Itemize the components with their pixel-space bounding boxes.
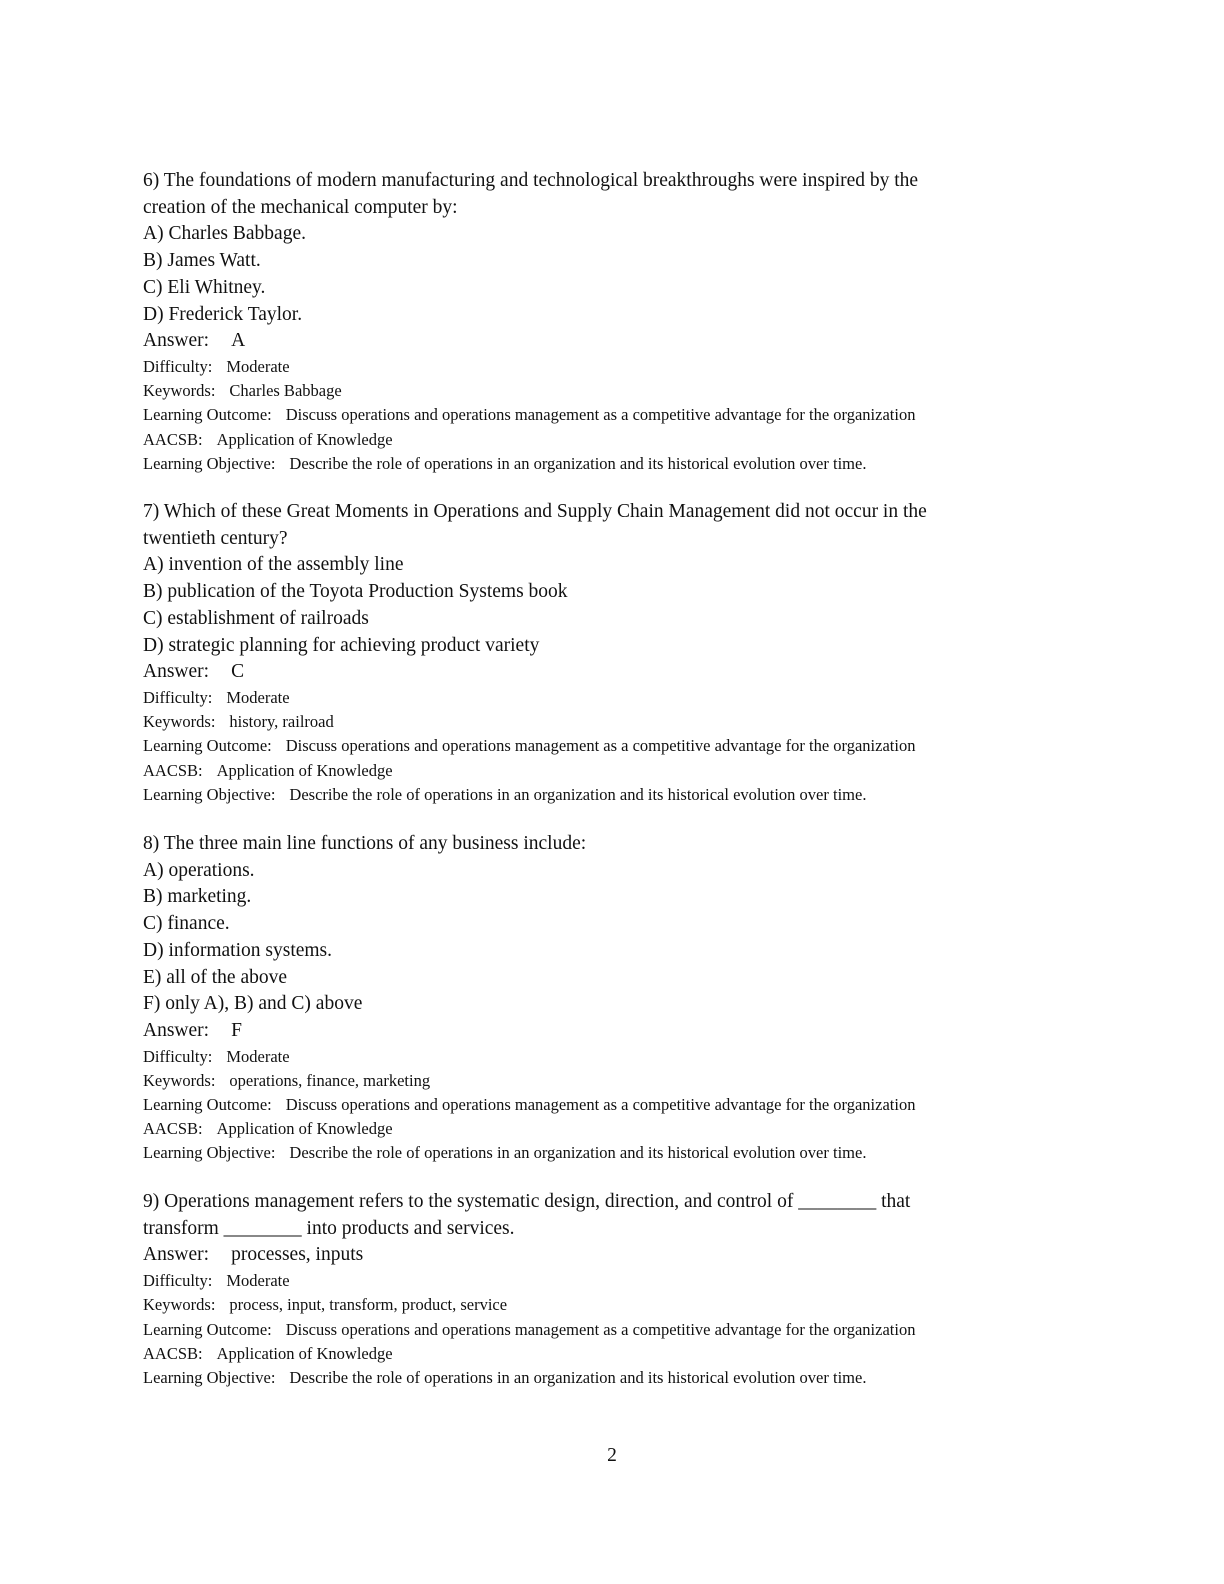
answer-label: Answer: [143,330,210,352]
aacsb-value: Application of Knowledge [216,760,393,780]
learning-outcome-label: Learning Outcome: [143,1319,272,1339]
answer-value: A [231,330,246,352]
difficulty-value: Moderate [226,687,290,707]
keywords-value: process, input, transform, product, service [229,1295,508,1315]
keywords-value: operations, finance, marketing [229,1070,431,1090]
question-7 [143,499,1083,807]
learning-objective-value: Describe the role of operations in an organization and its historical evolution over time. [289,453,867,473]
aacsb-value: Application of Knowledge [216,1343,393,1363]
choice-a: A) Charles Babbage. [143,223,306,245]
learning-objective-value: Describe the role of operations in an organization and its historical evolution over time. [289,784,867,804]
keywords-label: Keywords: [143,712,216,732]
learning-outcome-label: Learning Outcome: [143,736,272,756]
answer-row [143,328,1083,355]
aacsb-label: AACSB: [143,760,203,780]
learning-outcome-row [143,403,1083,427]
aacsb-label: AACSB: [143,429,203,449]
learning-objective-label: Learning Objective: [143,1143,276,1163]
difficulty-value: Moderate [226,1271,290,1291]
choice-e: E) all of the above [143,966,288,988]
keywords-label: Keywords: [143,1070,216,1090]
aacsb-row [143,1342,1083,1366]
choice-d: D) Frederick Taylor. [143,303,303,325]
choice-a: A) invention of the assembly line [143,554,404,576]
answer-row [143,1018,1083,1045]
learning-objective-value: Describe the role of operations in an organization and its historical evolution over time. [289,1367,867,1387]
keywords-row [143,710,1083,734]
learning-objective-value: Describe the role of operations in an organization and its historical evolution over time. [289,1143,867,1163]
learning-objective-row [143,1366,1083,1390]
choice-d: D) information systems. [143,939,333,961]
learning-objective-label: Learning Objective: [143,1367,276,1387]
keywords-value: history, railroad [229,712,334,732]
choice-c: C) Eli Whitney. [143,276,266,298]
answer-value: processes, inputs [231,1244,364,1266]
aacsb-row [143,759,1083,783]
learning-objective-label: Learning Objective: [143,784,276,804]
keywords-label: Keywords: [143,381,216,401]
learning-objective-row [143,783,1083,807]
aacsb-value: Application of Knowledge [216,429,393,449]
difficulty-label: Difficulty: [143,687,213,707]
difficulty-label: Difficulty: [143,1046,213,1066]
question-6 [143,168,1083,476]
learning-outcome-row [143,1318,1083,1342]
learning-outcome-value: Discuss operations and operations management as a competitive advantage for the organization [285,1319,916,1339]
choice-c: C) finance. [143,913,230,935]
learning-outcome-row [143,734,1083,758]
answer-label: Answer: [143,1244,210,1266]
aacsb-label: AACSB: [143,1119,203,1139]
question-9 [143,1189,1083,1390]
difficulty-value: Moderate [226,356,290,376]
answer-value: F [231,1019,242,1041]
choice-d: D) strategic planning for achieving product variety [143,634,540,656]
question-8 [143,831,1083,1166]
choice-b: B) publication of the Toyota Production Systems book [143,581,568,603]
question-stem: 7) Which of these Great Moments in Operations and Supply Chain Management did not occur in the twentieth century? [143,501,927,549]
aacsb-label: AACSB: [143,1343,203,1363]
learning-objective-row [143,1141,1083,1165]
difficulty-row [143,686,1083,710]
keywords-label: Keywords: [143,1295,216,1315]
answer-row [143,1242,1083,1269]
answer-value: C [231,661,245,683]
aacsb-value: Application of Knowledge [216,1119,393,1139]
learning-outcome-value: Discuss operations and operations management as a competitive advantage for the organization [285,1095,916,1115]
difficulty-row [143,1045,1083,1069]
question-stem: 9) Operations management refers to the systematic design, direction, and control of ________ that transform ________ into products and services. [143,1191,911,1239]
aacsb-row [143,428,1083,452]
learning-outcome-label: Learning Outcome: [143,405,272,425]
question-stem: 8) The three main line functions of any business include: [143,833,587,854]
learning-objective-row [143,452,1083,476]
answer-label: Answer: [143,1019,210,1041]
difficulty-value: Moderate [226,1046,290,1066]
choice-c: C) establishment of railroads [143,607,369,629]
learning-outcome-row [143,1093,1083,1117]
page-number: 2 [607,1445,617,1466]
difficulty-label: Difficulty: [143,1271,213,1291]
choice-a: A) operations. [143,859,255,881]
answer-label: Answer: [143,661,210,683]
learning-outcome-value: Discuss operations and operations management as a competitive advantage for the organization [285,736,916,756]
learning-objective-label: Learning Objective: [143,453,276,473]
difficulty-label: Difficulty: [143,356,213,376]
keywords-row [143,1293,1083,1317]
keywords-value: Charles Babbage [229,381,342,401]
choice-b: B) James Watt. [143,250,261,272]
choice-b: B) marketing. [143,886,252,908]
keywords-row [143,1069,1083,1093]
keywords-row [143,379,1083,403]
aacsb-row [143,1117,1083,1141]
answer-row [143,659,1083,686]
question-stem: 6) The foundations of modern manufacturing and technological breakthroughs were inspired by the creation of the mechanical computer by: [143,170,919,218]
difficulty-row [143,355,1083,379]
choice-f: F) only A), B) and C) above [143,993,363,1015]
difficulty-row [143,1269,1083,1293]
learning-outcome-value: Discuss operations and operations management as a competitive advantage for the organization [285,405,916,425]
learning-outcome-label: Learning Outcome: [143,1095,272,1115]
